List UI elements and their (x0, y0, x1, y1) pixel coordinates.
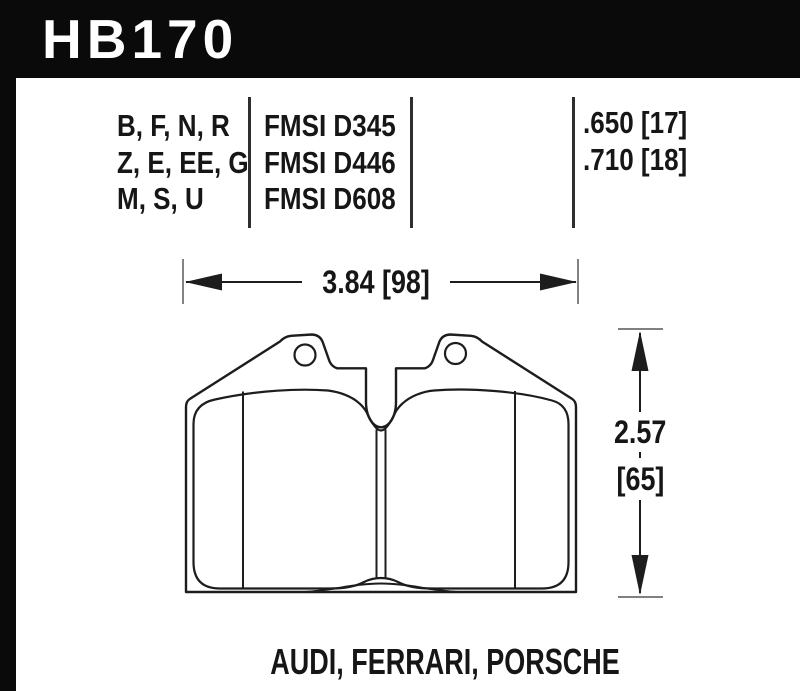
friction-material-outline (194, 390, 569, 589)
fmsi-row-1: FMSI D345 (264, 108, 396, 143)
compounds-row-3: M, S, U (117, 181, 204, 216)
height-dimension-label-inches: 2.57 (603, 412, 677, 452)
applications-label: AUDI, FERRARI, PORSCHE (270, 641, 620, 682)
center-groove (377, 430, 386, 579)
fmsi-row-2: FMSI D446 (264, 144, 396, 180)
part-number: HB170 (42, 8, 239, 70)
width-dimension-label: 3.84 [98] (302, 264, 450, 300)
arrow-left-icon (185, 274, 222, 291)
thickness-row-2: .710 [18] (583, 142, 688, 177)
height-dimension-label-mm: [65] (603, 458, 677, 500)
arrow-down-icon (632, 555, 649, 595)
compounds-row-1: B, F, N, R (117, 108, 230, 143)
arrow-up-icon (632, 331, 649, 371)
compounds-row-2: Z, E, EE, G (117, 144, 249, 180)
thickness-row-1: .650 [17] (583, 105, 688, 140)
mounting-hole-left (295, 345, 316, 366)
mounting-hole-right (445, 343, 466, 364)
backing-plate-outline (186, 335, 576, 593)
fmsi-row-3: FMSI D608 (264, 181, 396, 216)
arrow-right-icon (540, 274, 577, 291)
